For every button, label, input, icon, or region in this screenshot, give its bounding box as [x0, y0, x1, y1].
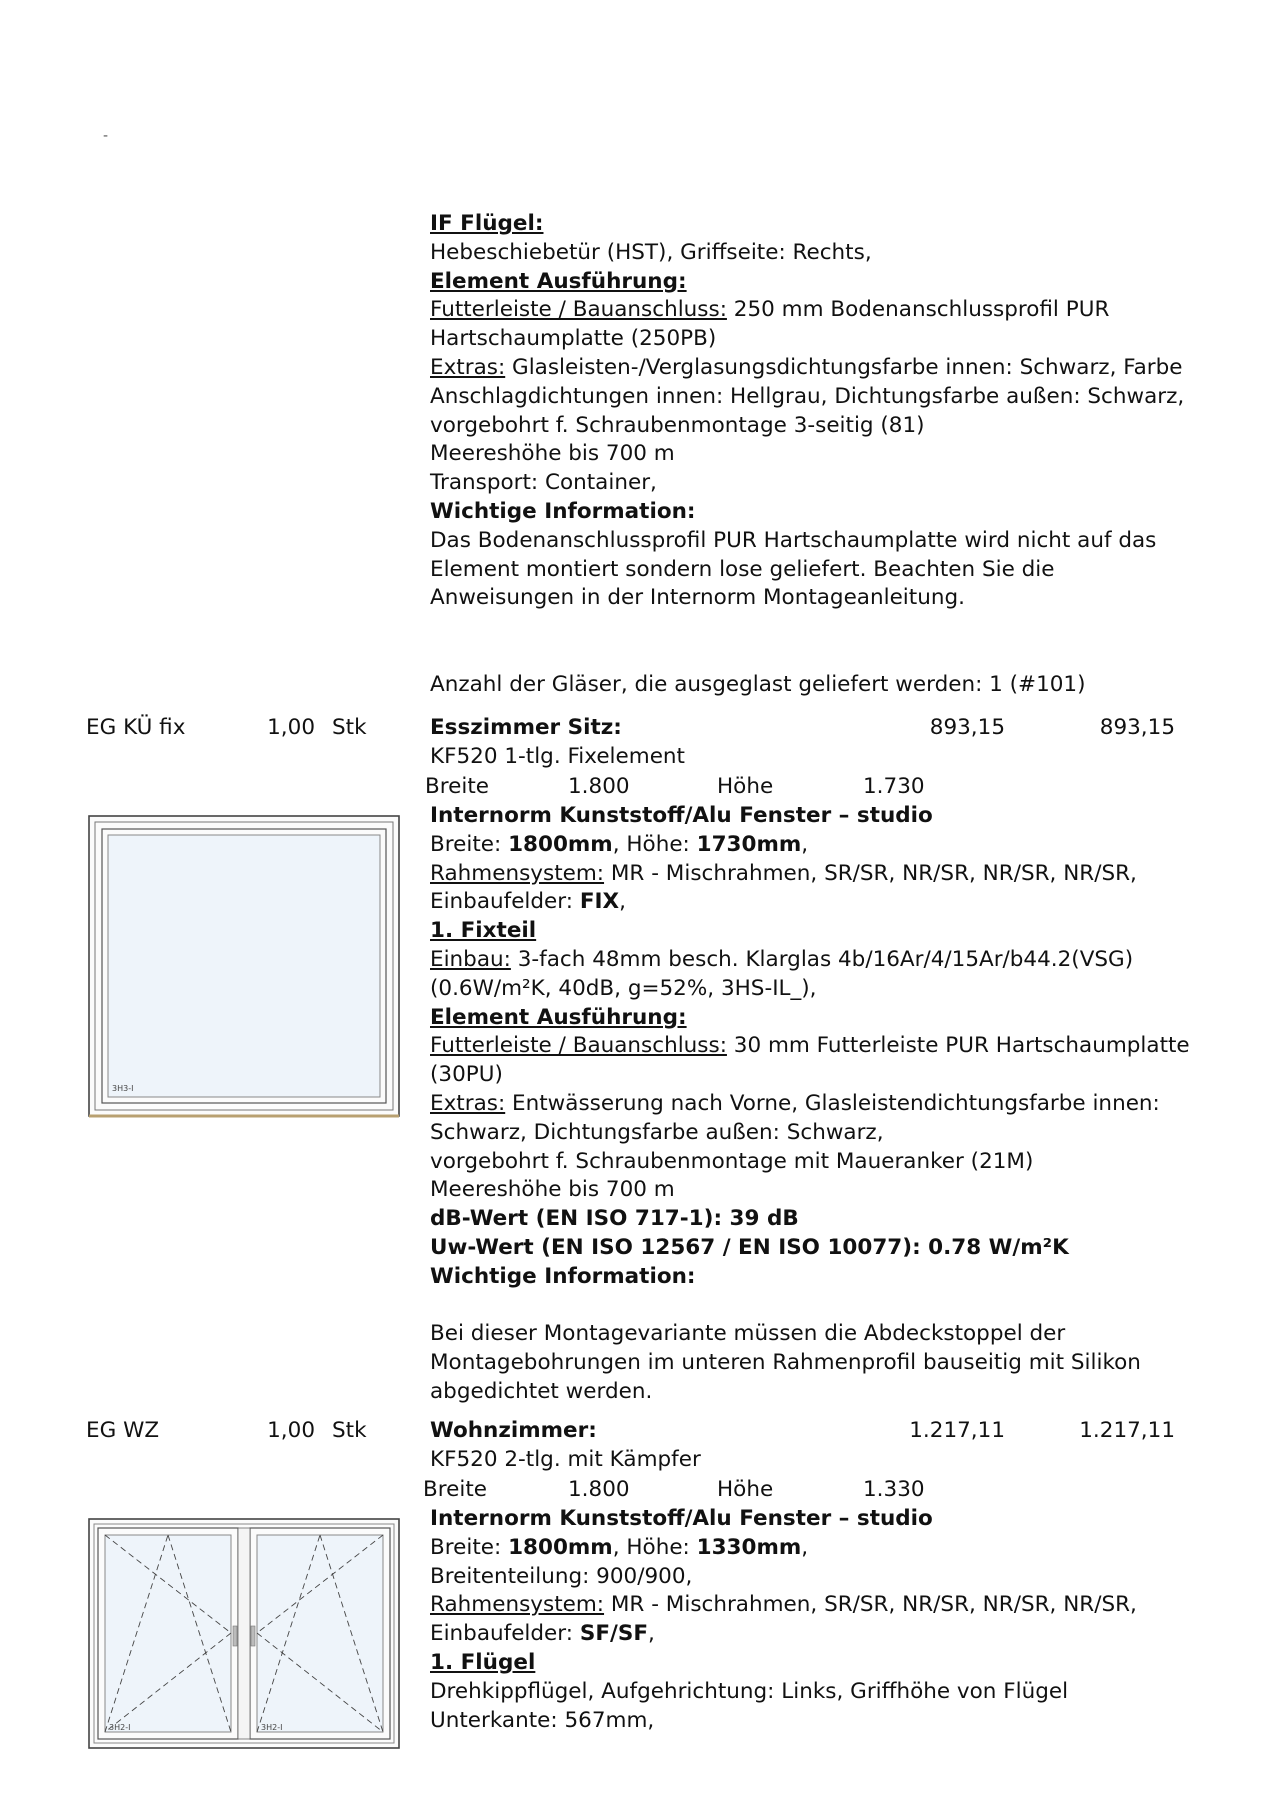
position-title: Esszimmer Sitz:	[430, 715, 622, 740]
line: Anzahl der Gläser, die ausgeglast geliefert werden: 1 (#101)	[430, 671, 1086, 697]
right-sash	[250, 1528, 390, 1739]
line: 1. Fixteil	[430, 918, 537, 944]
unit-price: 893,15	[929, 715, 1005, 740]
breite-label: Breite	[425, 774, 489, 799]
handle-icon	[233, 1626, 237, 1646]
line: vorgebohrt f. Schraubenmontage 3-seitig (81)	[430, 412, 925, 438]
line: vorgebohrt f. Schraubenmontage mit Maueranker (21M)	[430, 1148, 1034, 1174]
line: Drehkippflügel, Aufgehrichtung: Links, Griffhöhe von Flügel	[430, 1678, 1069, 1704]
line: Element Ausführung:	[430, 1004, 687, 1030]
hoehe-value: 1.330	[863, 1477, 925, 1502]
unit: Stk	[332, 715, 367, 740]
handle-icon	[251, 1626, 255, 1646]
position-id: EG WZ	[86, 1418, 160, 1443]
section0-description	[430, 210, 1210, 700]
line: Internorm Kunststoff/Alu Fenster – studio	[430, 803, 933, 828]
position-id: EG KÜ fix	[86, 715, 186, 740]
line: Extras: Glasleisten-/Verglasungsdichtungsfarbe innen: Schwarz, Farbe	[430, 354, 1183, 380]
hoehe-label: Höhe	[717, 774, 774, 799]
line: Hebeschiebetür (HST), Griffseite: Rechts,	[430, 239, 872, 265]
line: Element Ausführung:	[430, 268, 687, 294]
left-sash	[98, 1528, 238, 1739]
line: Einbaufelder: SF/SF,	[430, 1621, 655, 1647]
line: Anschlagdichtungen innen: Hellgrau, Dichtungsfarbe außen: Schwarz,	[430, 383, 1185, 409]
position-description	[430, 802, 1210, 1407]
glass-type-label: 3H3-I	[112, 1084, 134, 1093]
line: Wichtige Information:	[430, 498, 696, 524]
line: Unterkante: 567mm,	[430, 1707, 655, 1733]
line: Montagebohrungen im unteren Rahmenprofil bauseitig mit Silikon	[430, 1350, 1141, 1376]
breite-value: 1.800	[568, 774, 630, 799]
breite-value: 1.800	[568, 1477, 630, 1502]
hoehe-label: Höhe	[717, 1477, 774, 1502]
fixed-window-drawing	[88, 815, 400, 1120]
line	[430, 642, 1210, 671]
unit: Stk	[332, 1418, 367, 1443]
quantity: 1,00	[267, 1418, 315, 1443]
line: Einbaufelder: FIX,	[430, 889, 626, 915]
line: Meereshöhe bis 700 m	[430, 441, 675, 467]
line: Rahmensystem: MR - Mischrahmen, SR/SR, NR/SR, NR/SR, NR/SR,	[430, 860, 1137, 886]
line: IF Flügel:	[430, 211, 544, 236]
line	[430, 1292, 1210, 1321]
line: Einbau: 3-fach 48mm besch. Klarglas 4b/16Ar/4/15Ar/b44.2(VSG)	[430, 946, 1134, 972]
line: 1. Flügel	[430, 1649, 536, 1675]
glass-type-label: 3H2-I	[109, 1723, 131, 1732]
total-price: 893,15	[1099, 715, 1175, 740]
unit-price: 1.217,11	[909, 1418, 1005, 1443]
line: Meereshöhe bis 700 m	[430, 1177, 675, 1203]
dimension-row	[423, 1476, 1023, 1504]
line: Extras: Entwässerung nach Vorne, Glasleistendichtungsfarbe innen:	[430, 1090, 1160, 1116]
line: Wichtige Information:	[430, 1263, 696, 1289]
line	[430, 613, 1210, 642]
line: Futterleiste / Bauanschluss: 30 mm Futterleiste PUR Hartschaumplatte	[430, 1033, 1190, 1059]
line: (30PU)	[430, 1062, 503, 1088]
header-mark: -	[103, 128, 109, 144]
two-sash-window-drawing	[88, 1518, 400, 1750]
line: Breite: 1800mm, Höhe: 1330mm,	[430, 1534, 809, 1560]
line: dB-Wert (EN ISO 717-1): 39 dB	[430, 1206, 799, 1232]
breite-label: Breite	[423, 1477, 487, 1502]
position-title: Wohnzimmer:	[430, 1418, 597, 1443]
line: Breite: 1800mm, Höhe: 1730mm,	[430, 831, 809, 857]
line: Internorm Kunststoff/Alu Fenster – studio	[430, 1506, 933, 1531]
line: Breitenteilung: 900/900,	[430, 1563, 693, 1589]
line: Uw-Wert (EN ISO 12567 / EN ISO 10077): 0.78 W/m²K	[430, 1234, 1069, 1260]
glass-type-label: 3H2-I	[261, 1723, 283, 1732]
dimension-row	[425, 773, 1025, 801]
line: Rahmensystem: MR - Mischrahmen, SR/SR, NR/SR, NR/SR, NR/SR,	[430, 1592, 1137, 1618]
subtitle: KF520 1-tlg. Fixelement	[430, 744, 685, 769]
line: Das Bodenanschlussprofil PUR Hartschaumplatte wird nicht auf das	[430, 527, 1157, 553]
line: Bei dieser Montagevariante müssen die Abdeckstoppel der	[430, 1321, 1066, 1347]
line: abgedichtet werden.	[430, 1378, 653, 1404]
quantity: 1,00	[267, 715, 315, 740]
subtitle: KF520 2-tlg. mit Kämpfer	[430, 1447, 701, 1472]
line: Anweisungen in der Internorm Montageanleitung.	[430, 585, 965, 611]
total-price: 1.217,11	[1079, 1418, 1175, 1443]
line: Transport: Container,	[430, 470, 657, 496]
line: Futterleiste / Bauanschluss: 250 mm Bodenanschlussprofil PUR	[430, 297, 1110, 323]
hoehe-value: 1.730	[863, 774, 925, 799]
line: Hartschaumplatte (250PB)	[430, 326, 717, 352]
line: Element montiert sondern lose geliefert. Beachten Sie die	[430, 556, 1055, 582]
position-description	[430, 1505, 1210, 1735]
line: (0.6W/m²K, 40dB, g=52%, 3HS-IL_),	[430, 975, 817, 1001]
line: Schwarz, Dichtungsfarbe außen: Schwarz,	[430, 1119, 884, 1145]
